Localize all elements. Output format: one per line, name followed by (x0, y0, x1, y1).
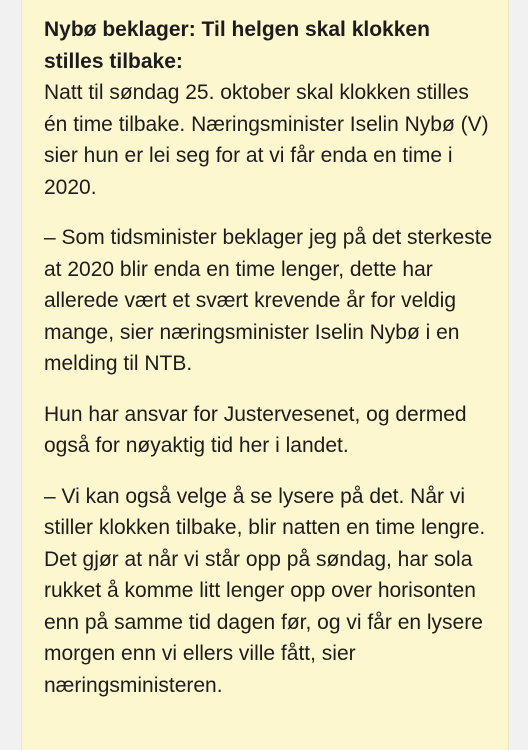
article-card (21, 0, 509, 750)
article-paragraph: Hun har ansvar for Justervesenet, og dermed også for nøyaktig tid her i landet. (44, 402, 467, 457)
article-paragraph: – Som tidsminister beklager jeg på det sterkeste at 2020 blir enda en time lenger, dette har allerede vært et svært krevende år for veldig mange, sier næringsminister Iselin Nybø i en melding til NTB. (44, 226, 493, 375)
article-headline: Nybø beklager: Til helgen skal klokken stilles tilbake: (44, 18, 430, 73)
article-paragraph: Natt til søndag 25. oktober skal klokken stilles én time tilbake. Næringsminister Iselin Nybø (V) sier hun er lei seg for at vi får enda en time i 2020. (44, 81, 489, 199)
article-paragraph: – Vi kan også velge å se lysere på det. Når vi stiller klokken tilbake, blir natten en time lengre. Det gjør at når vi står opp på søndag, har sola rukket å komme litt lenger opp over horisonten enn på samme tid dagen før, og vi får en lysere morgen enn vi ellers ville fått, sier næringsministeren. (44, 484, 486, 697)
article-body (44, 14, 494, 720)
